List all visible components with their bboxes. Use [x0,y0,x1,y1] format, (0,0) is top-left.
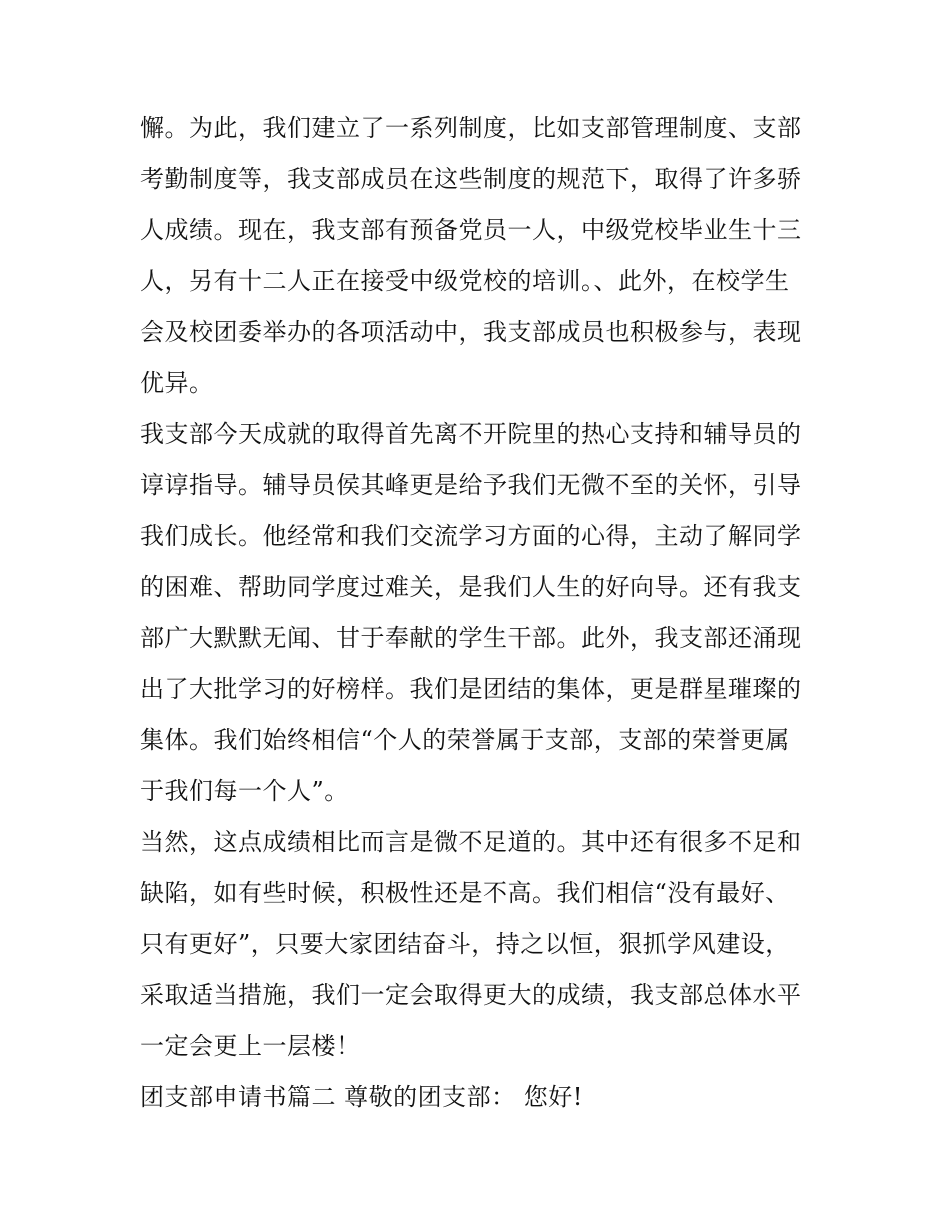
text-line-18: 采取适当措施，我们一定会取得更大的成绩，我支部总体水平 [140,981,802,1009]
text-line-6: 优异。 [140,369,214,397]
text-line-13: 集体。我们始终相信“个人的荣誉属于支部，支部的荣誉更属 [140,726,790,754]
text-line-17: 只有更好”，只要大家团结奋斗，持之以恒，狠抓学风建设， [140,930,790,958]
text-line-20: 团支部申请书篇二 尊敬的团支部： 您好! [140,1083,583,1111]
text-line-15: 当然，这点成绩相比而言是微不足道的。其中还有很多不足和 [140,828,802,856]
text-line-5: 会及校团委举办的各项活动中，我支部成员也积极参与，表现 [140,318,802,346]
text-line-7: 我支部今天成就的取得首先离不开院里的热心支持和辅导员的 [140,420,802,448]
text-line-3: 人成绩。现在，我支部有预备党员一人，中级党校毕业生十三 [140,216,802,244]
text-line-4: 人，另有十二人正在接受中级党校的培训。、此外，在校学生 [140,267,790,295]
text-line-10: 的困难、帮助同学度过难关，是我们人生的好向导。还有我支 [140,573,802,601]
text-line-19: 一定会更上一层楼！ [140,1032,361,1060]
text-line-16: 缺陷，如有些时候，积极性还是不高。我们相信“没有最好、 [140,879,790,907]
text-line-11: 部广大默默无闻、甘于奉献的学生干部。此外，我支部还涌现 [140,624,802,652]
text-line-8: 谆谆指导。辅导员侯其峰更是给予我们无微不至的关怀，引导 [140,471,802,499]
document-body [140,103,820,1123]
text-line-2: 考勤制度等，我支部成员在这些制度的规范下，取得了许多骄 [140,165,802,193]
text-line-14: 于我们每一个人”。 [140,777,349,805]
text-line-9: 我们成长。他经常和我们交流学习方面的心得，主动了解同学 [140,522,802,550]
text-line-1: 懈。为此，我们建立了一系列制度，比如支部管理制度、支部 [140,114,802,142]
text-line-12: 出了大批学习的好榜样。我们是团结的集体，更是群星璀璨的 [140,675,802,703]
